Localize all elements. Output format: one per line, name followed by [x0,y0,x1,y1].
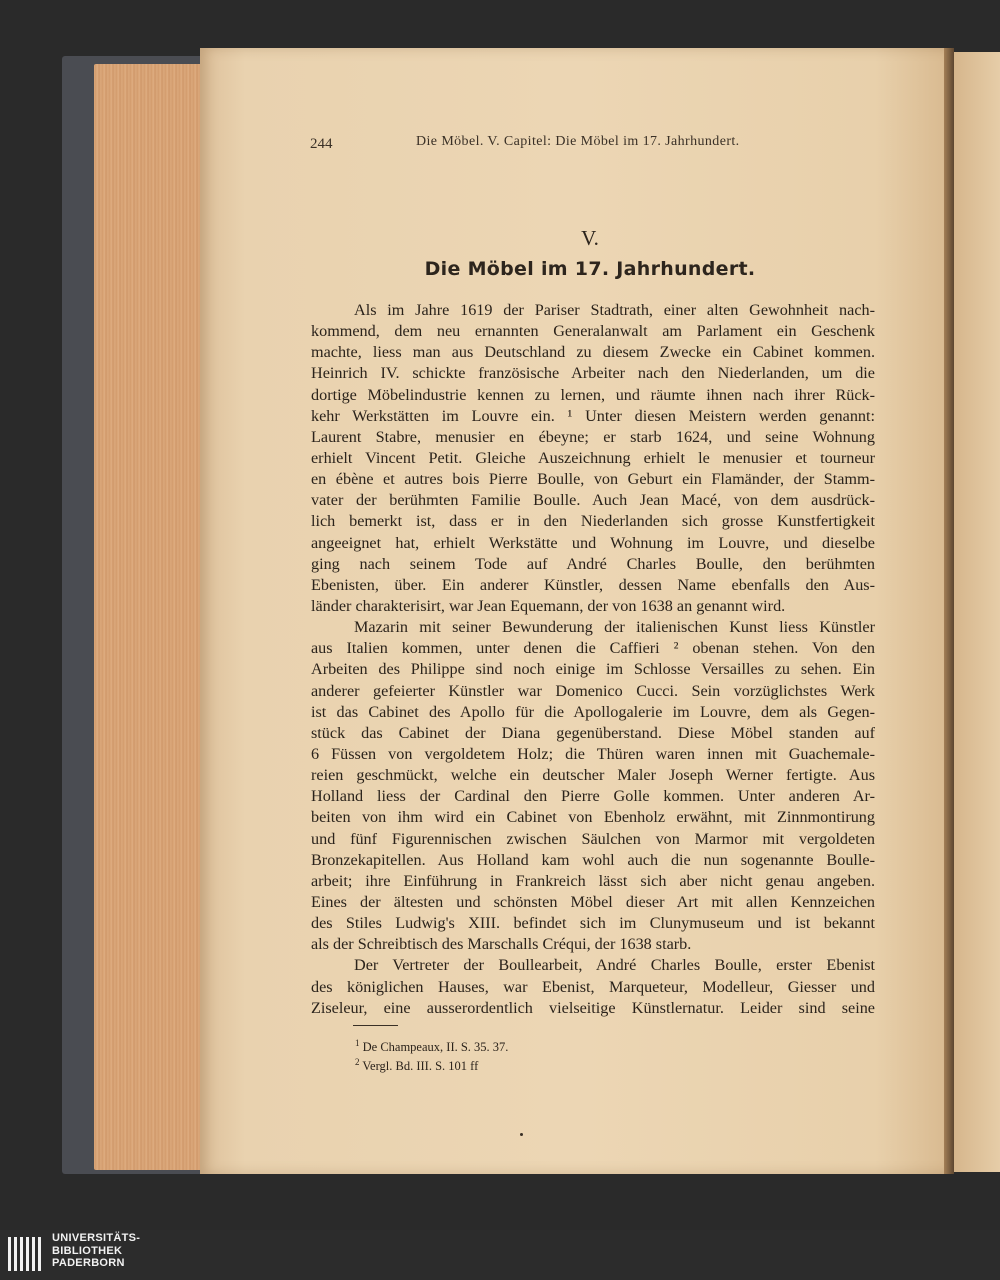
text-line: Arbeiten des Philippe sind noch einige im Schlosse Versailles zu sehen. Ein [311,660,875,679]
page-number: 244 [310,136,333,152]
footnotes [355,1034,755,1072]
text-line: Ziseleur, eine ausserordentlich vielseitige Künstlernatur. Leider sind seine [311,998,875,1017]
text-line: Bronzekapitellen. Aus Holland kam wohl auch die nun sogenannte Boulle- [311,850,875,869]
text-line: des Stiles Ludwig's XIII. befindet sich im Clunymuseum und ist bekannt [311,914,875,933]
logo-line: PADERBORN [52,1257,125,1269]
text-line: als der Schreibtisch des Marschalls Créqui, der 1638 starb. [311,935,692,954]
text-line: dortige Möbelindustrie kennen zu lernen, und räumte ihnen nach ihrer Rück- [311,385,875,404]
footnote-text: Vergl. Bd. III. S. 101 ff [362,1059,479,1074]
footnote-1 [355,1034,755,1053]
text-line: arbeit; ihre Einführung in Frankreich lässt sich aber nicht genau angeben. [311,871,875,890]
text-line: des königlichen Hauses, war Ebenist, Marqueteur, Modelleur, Giesser und [311,977,875,996]
body-text [311,300,875,1019]
chapter-number: V. [581,226,599,250]
text-line: kommend, dem neu ernannten Generalanwalt am Parlament ein Geschenk [311,322,875,341]
footnote-rule [353,1025,398,1026]
text-line: Als im Jahre 1619 der Pariser Stadtrath, einer alten Gewohnheit nach- [354,301,875,319]
text-line: kehr Werkstätten im Louvre ein. ¹ Unter diesen Meistern werden genannt: [311,406,875,425]
page-edges [94,64,212,1170]
page-header [310,134,870,156]
facing-page-edge [954,52,1000,1172]
footnote-2 [355,1053,755,1072]
text-line: ging nach seinem Tode auf André Charles Boulle, den berühmten [311,554,875,573]
running-head: Die Möbel. V. Capitel: Die Möbel im 17. Jahrhundert. [416,134,740,149]
logo-line: UNIVERSITÄTS- [52,1232,141,1244]
text-line: und fünf Figurennischen zwischen Säulchen von Marmor mit vergoldeten [311,829,875,848]
text-line: anderer gefeierter Künstler war Domenico Cucci. Sein vorzüglichstes Werk [311,681,875,700]
text-line: stück das Cabinet der Diana gegenüberstand. Diese Möbel standen auf [311,723,875,742]
library-logo-text [52,1232,140,1270]
text-line: 6 Füssen von vergoldetem Holz; die Thüren waren innen mit Guachemale- [311,744,875,763]
text-line: aus Italien kommen, unter denen die Caffieri ² obenan stehen. Von den [311,639,875,658]
logo-line: BIBLIOTHEK [52,1244,123,1257]
text-line: länder charakterisirt, war Jean Equemann, der von 1638 an genannt wird. [311,596,786,615]
text-line: Heinrich IV. schickte französische Arbeiter nach den Niederlanden, um die [311,364,875,383]
text-line: Laurent Stabre, menusier en ébeyne; er starb 1624, und seine Wohnung [311,427,875,446]
text-line: Mazarin mit seiner Bewunderung der italienischen Kunst liess Künstler [354,618,875,637]
text-line: lich bemerkt ist, dass er in den Niederlanden sich grosse Kunstfertigkeit [311,512,875,531]
text-line: reien geschmückt, welche ein deutscher Maler Joseph Werner fertigte. Aus [311,766,875,785]
footnote-mark: 1 [355,1038,360,1048]
library-footer [0,1230,1000,1280]
text-line: beiten von ihm wird ein Cabinet von Ebenholz erwähnt, mit Zinnmontirung [311,808,875,827]
text-line: Eines der ältesten und schönsten Möbel dieser Art mit allen Kennzeichen [311,892,875,911]
library-logo-icon [6,1233,46,1277]
text-line: erhielt Vincent Petit. Gleiche Auszeichnung erhielt le menusier et tourneur [311,448,875,467]
text-line: Ebenisten, über. Ein anderer Künstler, dessen Name ebenfalls den Aus- [311,575,875,594]
text-line: ist das Cabinet des Apollo für die Apollogalerie im Louvre, dem als Gegen- [311,702,875,721]
text-line: Holland liess der Cardinal den Pierre Golle kommen. Unter anderen Ar- [311,787,875,806]
text-line: Der Vertreter der Boullearbeit, André Charles Boulle, erster Ebenist [354,956,875,975]
print-mark [520,1133,523,1136]
text-line: en ébène et autres bois Pierre Boulle, von Geburt ein Flamänder, der Stamm- [311,470,875,489]
chapter-title: Die Möbel im 17. Jahrhundert. [424,258,756,280]
footnote-text: De Champeaux, II. S. 35. 37. [362,1040,509,1055]
text-line: angeeignet hat, erhielt Werkstätte und Wohnung im Louvre, und dieselbe [311,533,875,552]
footnote-mark: 2 [355,1057,360,1067]
book-gutter [944,48,954,1174]
text-line: vater der berühmten Familie Boulle. Auch Jean Macé, von dem ausdrück- [311,491,875,510]
text-line: machte, liess man aus Deutschland zu diesem Zwecke ein Cabinet kommen. [311,343,875,362]
